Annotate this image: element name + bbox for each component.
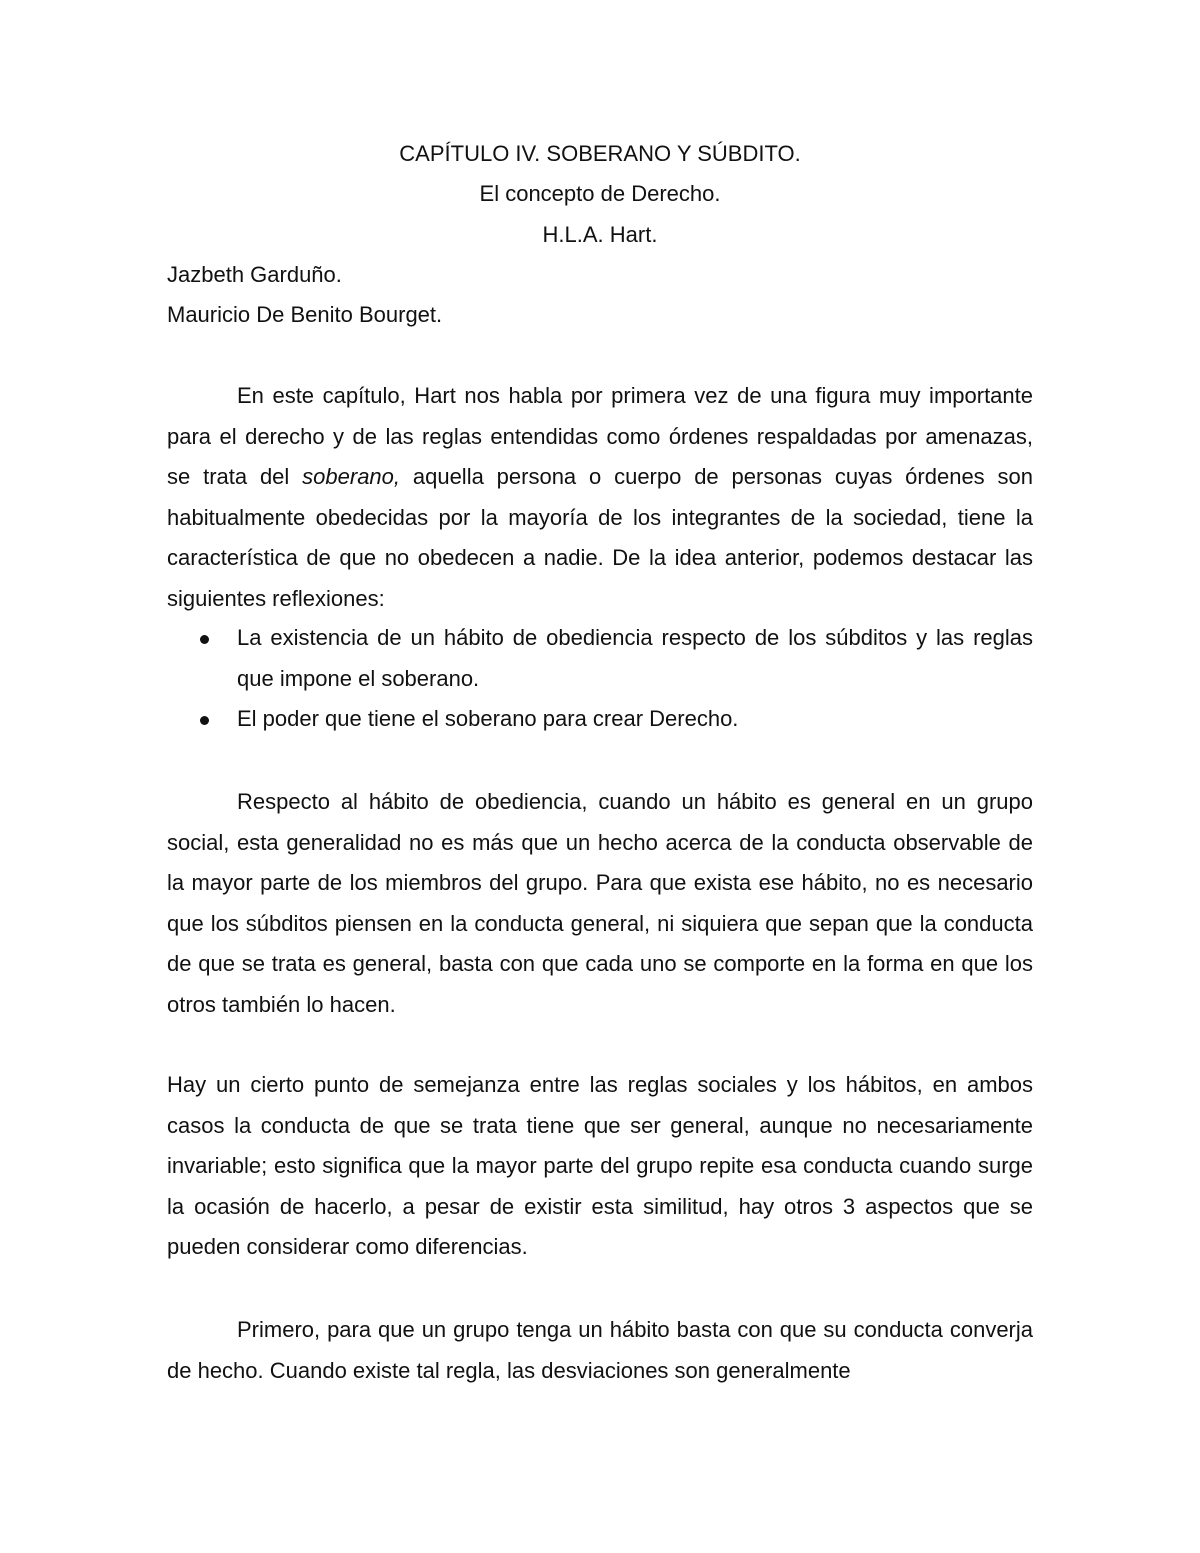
paragraph-text: En este capítulo, Hart nos habla por primera vez de una figura muy importante para el derecho y de las reglas entendidas como órdenes respaldadas por amenazas, se trata del	[167, 383, 1033, 490]
chapter-title: CAPÍTULO IV. SOBERANO Y SÚBDITO.	[399, 141, 801, 166]
reflections-list	[167, 618, 1033, 740]
paragraph-similarity: Hay un cierto punto de semejanza entre las reglas sociales y los hábitos, en ambos casos la conducta de que se trata tiene que ser general, aunque no necesariamente invariable; esto significa que la mayor parte del grupo repite esa conducta cuando surge la ocasión de hacerlo, a pesar de existir esta similitud, hay otros 3 aspectos que se pueden considerar como diferencias.	[167, 1072, 1033, 1260]
list-item-text: La existencia de un hábito de obediencia respecto de los súbditos y las reglas que impone el soberano.	[237, 625, 1033, 691]
list-item	[167, 618, 1033, 699]
bullet-icon	[200, 716, 209, 725]
paragraph-text: aquella persona o cuerpo de personas cuyas órdenes son habitualmente obedecidas por la mayoría de los integrantes de la sociedad, tiene la característica de que no obedecen a nadie. De la idea anterior, podemos destacar las siguientes reflexiones:	[167, 464, 1033, 611]
book-author: H.L.A. Hart.	[542, 222, 658, 247]
paragraph-intro	[167, 376, 1033, 620]
author-name: Mauricio De Benito Bourget.	[167, 302, 443, 327]
author-name: Jazbeth Garduño.	[167, 262, 342, 287]
paragraph-habit: Respecto al hábito de obediencia, cuando un hábito es general en un grupo social, esta generalidad no es más que un hecho acerca de la conducta observable de la mayor parte de los miembros del grupo. Para que exista ese hábito, no es necesario que los súbditos piensen en la conducta general, ni siquiera que sepan que la conducta de que se trata es general, basta con que cada uno se comporte en la forma en que los otros también lo hacen.	[167, 789, 1033, 1017]
list-item	[167, 699, 1033, 740]
list-item-text: El poder que tiene el soberano para crear Derecho.	[237, 706, 739, 732]
emphasis-text: soberano,	[302, 464, 401, 490]
book-title: El concepto de Derecho.	[479, 181, 721, 206]
bullet-icon	[200, 635, 209, 644]
paragraph-first: Primero, para que un grupo tenga un hábito basta con que su conducta converja de hecho. Cuando existe tal regla, las desviaciones son generalmente	[167, 1317, 1033, 1383]
